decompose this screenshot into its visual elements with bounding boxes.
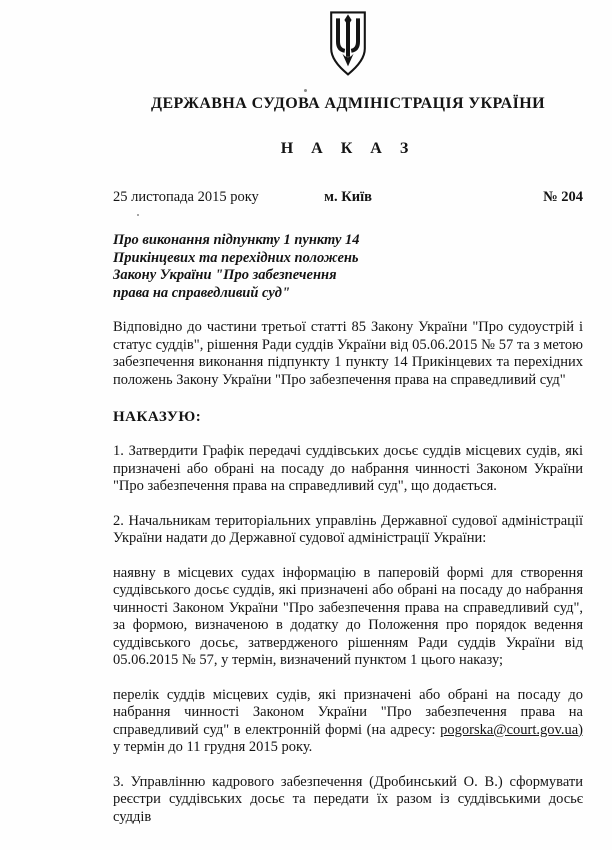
subject-line: права на справедливий суд" xyxy=(113,284,291,301)
order-item-2-sub-a: наявну в місцевих судах інформацію в паперовій формі для створення суддівського досьє суддів, які призначені або обрані на посаду до набрання чинності Законом України "Про забезпечення права на справедливий суд", за формою, визначеною в додатку до Положення про порядок ведення суддівського досьє, затвердженого рішенням Ради суддів України від 05.06.2015 № 57, у термін, визначений пунктом 1 цього наказу; xyxy=(113,564,583,668)
order-item-3: 3. Управлінню кадрового забезпечення (Дробинський О. В.) сформувати реєстри суддівських досьє та передати їх разом із суддівськими досьє суддів xyxy=(113,773,583,825)
scan-speck xyxy=(137,214,139,216)
sub-b-text-before: перелік суддів місцевих судів, які призначені або обрані на посаду до набрання чинності Законом України "Про забезпечення права на справедливий суд" в електронній формі (на адресу: xyxy=(113,686,583,738)
order-item-2: 2. Начальникам територіальних управлінь Державної судової адміністрації України надати до Державної судової адміністрації України: xyxy=(113,512,583,546)
order-item-1: 1. Затвердити Графік передачі суддівських досьє суддів місцевих судів, які призначені або обрані на посаду до набрання чинності Законом України "Про забезпечення права на справедливий суд", що додається. xyxy=(113,443,583,494)
scan-speck xyxy=(304,89,307,92)
email-link[interactable]: pogorska@court.gov.ua) xyxy=(440,721,583,738)
document-date: 25 листопада 2015 року xyxy=(113,189,259,205)
document-type-title: Н А К А З xyxy=(280,140,416,157)
subject-line: Прикінцевих та перехідних положень xyxy=(113,249,359,266)
intro-paragraph: Відповідно до частини третьої статті 85 Закону України "Про судоустрій і статус суддів", рішення Ради суддів України від 05.06.2015 № 57 та з метою забезпечення виконання підпункту 1 пункту 14 Прикінцевих та перехідних положень Закону України "Про забезпечення права на справедливий суд" xyxy=(113,319,583,388)
document-subject xyxy=(113,232,583,302)
document-meta-row xyxy=(113,189,583,206)
resolve-heading: НАКАЗУЮ: xyxy=(113,409,202,425)
document-number: № 204 xyxy=(543,189,584,205)
ukraine-trident-emblem-icon xyxy=(324,10,372,78)
sub-b-text-after: у термін до 11 грудня 2015 року. xyxy=(113,739,313,755)
order-item-2-sub-b xyxy=(113,687,583,757)
organization-name: ДЕРЖАВНА СУДОВА АДМІНІСТРАЦІЯ УКРАЇНИ xyxy=(151,95,545,112)
document-city: м. Київ xyxy=(324,189,372,205)
subject-line: Закону України "Про забезпечення xyxy=(113,267,337,283)
emblem-container xyxy=(113,10,583,83)
subject-line: Про виконання підпункту 1 пункту 14 xyxy=(113,232,360,248)
